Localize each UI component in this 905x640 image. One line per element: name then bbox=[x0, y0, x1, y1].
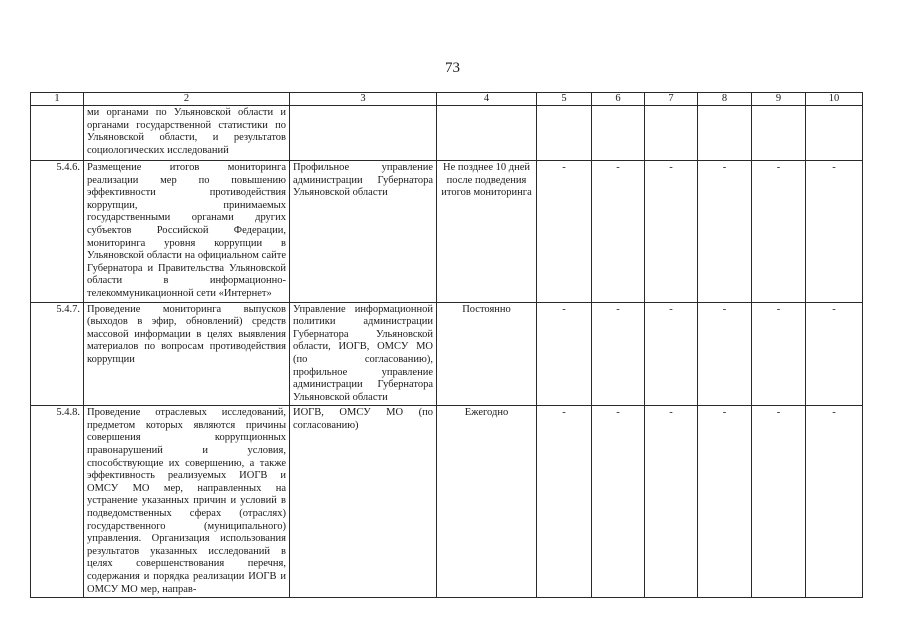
row-cell-8: - bbox=[698, 406, 752, 598]
row-cell-6: - bbox=[592, 406, 645, 598]
row-responsible bbox=[290, 106, 437, 161]
table-row bbox=[31, 406, 863, 598]
row-cell-9: - bbox=[752, 302, 806, 406]
header-cell-9: 9 bbox=[752, 93, 806, 106]
table-row bbox=[31, 161, 863, 303]
header-cell-3: 3 bbox=[290, 93, 437, 106]
header-cell-5: 5 bbox=[537, 93, 592, 106]
table-row bbox=[31, 302, 863, 406]
row-cell-7: - bbox=[645, 161, 698, 303]
row-cell-7 bbox=[645, 106, 698, 161]
row-cell-9: - bbox=[752, 406, 806, 598]
row-cell-9: - bbox=[752, 161, 806, 303]
row-cell-5: - bbox=[537, 161, 592, 303]
header-cell-4: 4 bbox=[437, 93, 537, 106]
row-responsible: Профильное управление администрации Губернатора Ульяновской области bbox=[290, 161, 437, 303]
row-number: 5.4.8. bbox=[31, 406, 84, 598]
row-description: Проведение отраслевых исследований, предметом которых являются причины совершения коррупционных правонарушений и условия, способствующие их совершению, а также эффективность реализуемых ИОГВ и ОМСУ МО мер, направленных на устранение указанных причин и условий в подведомственных сферах (отраслях) государственного (муниципального) управления. Организация использования результатов указанных исследований в целях совершенствования перечня, содержания и порядка реализации ИОГВ и ОМСУ МО мер, направ- bbox=[84, 406, 290, 598]
row-responsible: ИОГВ, ОМСУ МО (по согласованию) bbox=[290, 406, 437, 598]
plan-table bbox=[30, 92, 863, 598]
header-cell-1: 1 bbox=[31, 93, 84, 106]
row-cell-10 bbox=[806, 106, 863, 161]
row-cell-5: - bbox=[537, 406, 592, 598]
row-cell-10: - bbox=[806, 406, 863, 598]
row-responsible: Управление информационной политики администрации Губернатора Ульяновской области, ИОГВ, ОМСУ МО (по согласованию), профильное управление администрации Губернатора Ульяновской области bbox=[290, 302, 437, 406]
row-cell-7: - bbox=[645, 302, 698, 406]
row-cell-5: - bbox=[537, 302, 592, 406]
table-row-continuation bbox=[31, 106, 863, 161]
row-number bbox=[31, 106, 84, 161]
row-number: 5.4.7. bbox=[31, 302, 84, 406]
header-cell-10: 10 bbox=[806, 93, 863, 106]
row-cell-10: - bbox=[806, 302, 863, 406]
row-cell-8: - bbox=[698, 302, 752, 406]
row-cell-10: - bbox=[806, 161, 863, 303]
row-cell-8: - bbox=[698, 161, 752, 303]
row-term: Постоянно bbox=[437, 302, 537, 406]
row-cell-7: - bbox=[645, 406, 698, 598]
row-description: ми органами по Ульяновской области и органами государственной статистики по Ульяновской области, и результатов социологических исследований bbox=[84, 106, 290, 161]
row-term bbox=[437, 106, 537, 161]
page-number: 73 bbox=[445, 60, 460, 76]
row-cell-6 bbox=[592, 106, 645, 161]
row-cell-6: - bbox=[592, 161, 645, 303]
row-number: 5.4.6. bbox=[31, 161, 84, 303]
header-cell-8: 8 bbox=[698, 93, 752, 106]
row-term: Не позднее 10 дней после подведения итогов мониторинга bbox=[437, 161, 537, 303]
row-description: Проведение мониторинга выпусков (выходов в эфир, обновлений) средств массовой информации в целях выявления материалов по вопросам противодействия коррупции bbox=[84, 302, 290, 406]
row-cell-5 bbox=[537, 106, 592, 161]
header-cell-2: 2 bbox=[84, 93, 290, 106]
row-term: Ежегодно bbox=[437, 406, 537, 598]
table-header-row bbox=[31, 93, 863, 106]
row-description: Размещение итогов мониторинга реализации мер по повышению эффективности противодействия коррупции, принимаемых государственными органами других субъектов Российской Федерации, мониторинга уровня коррупции в Ульяновской области на официальном сайте Губернатора и Правительства Ульяновской области в информационно-телекоммуникационной сети «Интернет» bbox=[84, 161, 290, 303]
row-cell-6: - bbox=[592, 302, 645, 406]
row-cell-8 bbox=[698, 106, 752, 161]
header-cell-7: 7 bbox=[645, 93, 698, 106]
header-cell-6: 6 bbox=[592, 93, 645, 106]
row-cell-9 bbox=[752, 106, 806, 161]
